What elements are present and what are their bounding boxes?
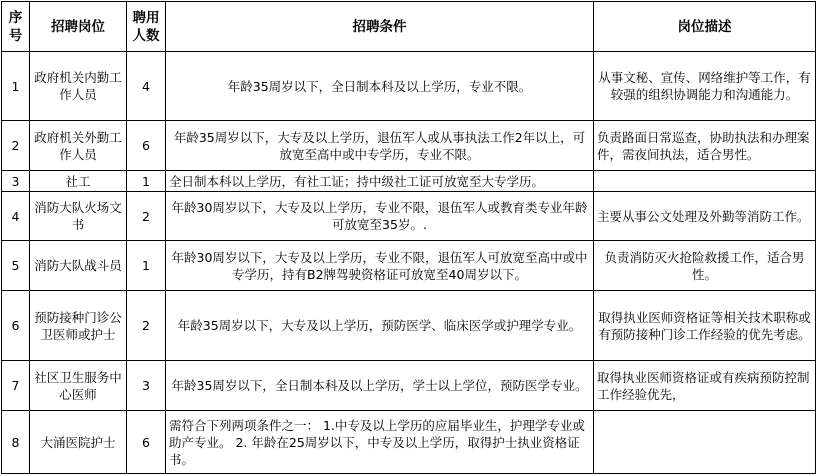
row-no: 8: [2, 411, 30, 474]
row-description: 主要从事公文处理及外勤等消防工作。: [594, 192, 816, 241]
row-position: 预防接种门诊公卫医师或护士: [30, 291, 127, 361]
row-no: 7: [2, 361, 30, 411]
header-row: [2, 2, 816, 52]
table-row: [2, 291, 816, 361]
header-position: 招聘岗位: [30, 2, 127, 52]
header-count: 聘用人数: [127, 2, 166, 52]
row-description: [594, 171, 816, 192]
row-count: 4: [127, 52, 166, 121]
row-position: 政府机关内勤工作人员: [30, 52, 127, 121]
row-position: 社区卫生服务中心医师: [30, 361, 127, 411]
row-description: 从事文秘、宣传、网络维护等工作，有较强的组织协调能力和沟通能力。: [594, 52, 816, 121]
row-no: 3: [2, 171, 30, 192]
row-count: 2: [127, 291, 166, 361]
row-position: 消防大队火场文书: [30, 192, 127, 241]
table-row: [2, 52, 816, 121]
row-no: 2: [2, 121, 30, 171]
table-row: [2, 171, 816, 192]
row-count: 1: [127, 171, 166, 192]
row-position: 消防大队战斗员: [30, 241, 127, 291]
row-position: 政府机关外勤工作人员: [30, 121, 127, 171]
row-requirements: 年龄35周岁以下，大专及以上学历，退伍军人或从事执法工作2年以上，可放宽至高中或中专学历，专业不限。: [166, 121, 594, 171]
table-row: [2, 361, 816, 411]
header-no: 序号: [2, 2, 30, 52]
row-count: 1: [127, 241, 166, 291]
row-count: 6: [127, 411, 166, 474]
row-description: [594, 411, 816, 474]
table-row: [2, 411, 816, 474]
row-position: 大涌医院护士: [30, 411, 127, 474]
row-count: 3: [127, 361, 166, 411]
row-requirements: 年龄35周岁以下，全日制本科及以上学历，专业不限。: [166, 52, 594, 121]
row-requirements: 全日制本科以上学历，有社工证；持中级社工证可放宽至大专学历。: [166, 171, 594, 192]
row-description: 负责消防灭火抢险救援工作，适合男性。: [594, 241, 816, 291]
row-description: 取得执业医师资格证或有疾病预防控制工作经验优先，: [594, 361, 816, 411]
row-no: 4: [2, 192, 30, 241]
row-count: 6: [127, 121, 166, 171]
header-description: 岗位描述: [594, 2, 816, 52]
table-row: [2, 192, 816, 241]
table-row: [2, 121, 816, 171]
row-requirements: 年龄30周岁以下，大专及以上学历，专业不限，退伍军人或教育类专业年龄可放宽至35岁。.: [166, 192, 594, 241]
row-no: 5: [2, 241, 30, 291]
row-position: 社工: [30, 171, 127, 192]
row-count: 2: [127, 192, 166, 241]
recruitment-table: [1, 1, 816, 474]
table-row: [2, 241, 816, 291]
row-no: 1: [2, 52, 30, 121]
row-description: 负责路面日常巡查，协助执法和办理案件，需夜间执法，适合男性。: [594, 121, 816, 171]
row-no: 6: [2, 291, 30, 361]
row-requirements: 年龄30周岁以下，大专及以上学历，专业不限，退伍军人可放宽至高中或中专学历，持有B2牌驾驶资格证可放宽至40周岁以下。: [166, 241, 594, 291]
row-description: 取得执业医师资格证等相关技术职称或有预防接种门诊工作经验的优先考虑。: [594, 291, 816, 361]
row-requirements: 年龄35周岁以下，大专及以上学历，预防医学、临床医学或护理学专业。: [166, 291, 594, 361]
row-requirements: 年龄35周岁以下，全日制本科及以上学历，学士以上学位，预防医学专业。: [166, 361, 594, 411]
header-requirements: 招聘条件: [166, 2, 594, 52]
row-requirements: 需符合下列两项条件之一： 1.中专及以上学历的应届毕业生，护理学专业或助产专业。 2. 年龄在25周岁以下，中专及以上学历，取得护士执业资格证书。: [166, 411, 594, 474]
